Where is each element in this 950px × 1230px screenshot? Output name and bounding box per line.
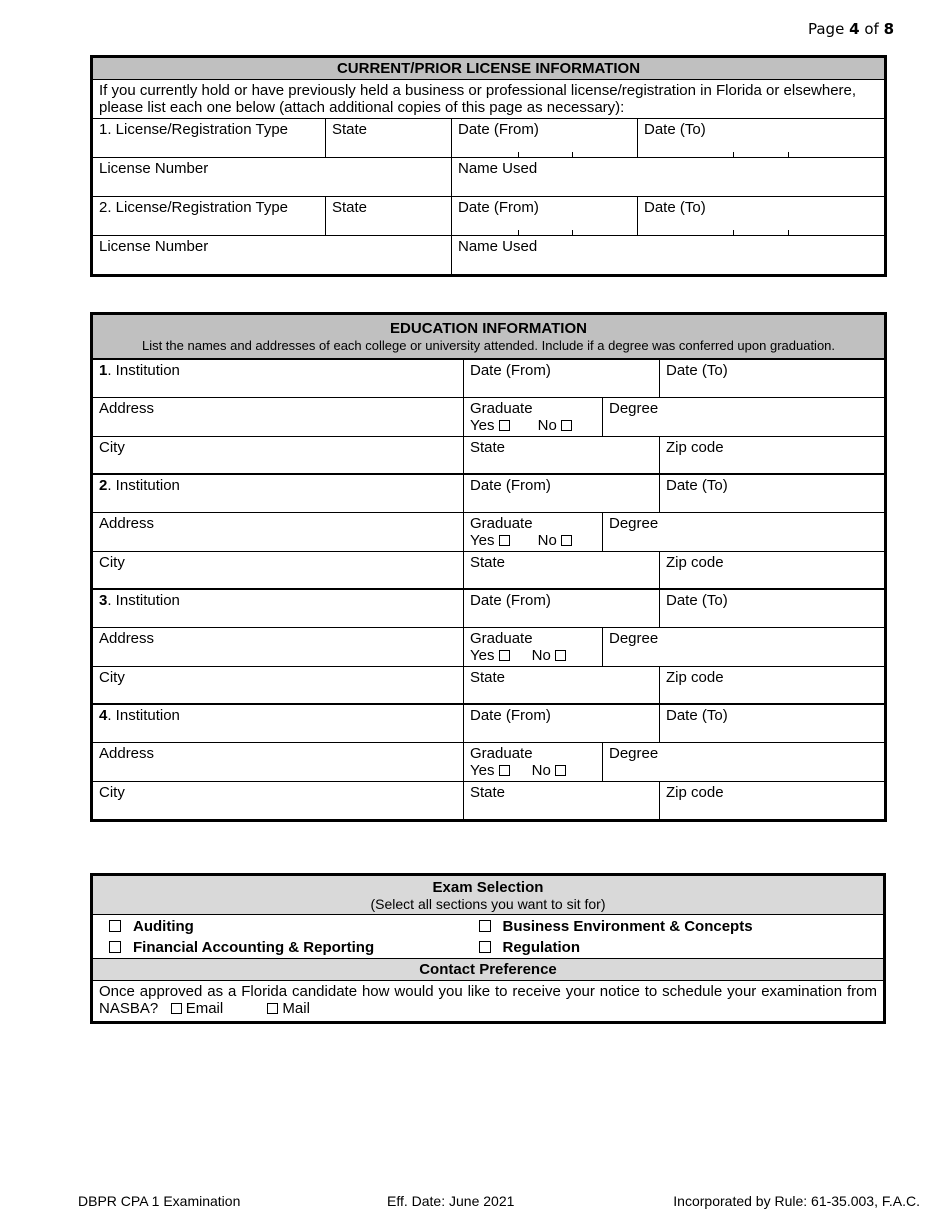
education-table [92, 314, 885, 820]
license-type-field[interactable]: 1. License/Registration Type [93, 119, 326, 158]
edu-date-to-field[interactable]: Date (To) [660, 359, 885, 397]
footer-rule: Incorporated by Rule: 61-35.003, F.A.C. [673, 1193, 920, 1209]
entry-number: 4 [99, 707, 108, 724]
zip-code-field[interactable]: Zip code [660, 666, 885, 704]
checkbox-icon[interactable] [561, 535, 572, 546]
address-field[interactable]: Address [93, 742, 464, 781]
degree-field[interactable]: Degree [603, 512, 885, 551]
license-date-to-field[interactable]: Date (To) [638, 197, 885, 236]
contact-title: Contact Preference [93, 959, 884, 981]
graduate-field: Graduate Yes No [464, 512, 603, 551]
contact-email-option[interactable]: Email [171, 1000, 224, 1017]
graduate-no-option[interactable]: No [532, 762, 570, 779]
license-number-field[interactable]: License Number [93, 158, 452, 197]
contact-question: Once approved as a Florida candidate how would you like to receive your notice to schedule your examination from NASBA? [99, 983, 877, 1017]
license-state-field[interactable]: State [326, 119, 452, 158]
education-header [93, 315, 885, 360]
education-entry-3 [93, 589, 885, 627]
graduate-no-option[interactable]: No [532, 647, 570, 664]
education-entry-2 [93, 474, 885, 512]
address-field[interactable]: Address [93, 397, 464, 436]
license-date-to-field[interactable]: Date (To) [638, 119, 885, 158]
graduate-yes-option[interactable]: Yes [470, 417, 514, 434]
license-date-from-field[interactable]: Date (From) [452, 197, 638, 236]
exam-option-far[interactable]: Financial Accounting & Reporting [93, 937, 465, 959]
education-entry-1 [93, 359, 885, 397]
degree-field[interactable]: Degree [603, 742, 885, 781]
exam-subtitle: (Select all sections you want to sit for) [370, 896, 606, 912]
edu-date-to-field[interactable]: Date (To) [660, 474, 885, 512]
checkbox-icon[interactable] [499, 420, 510, 431]
license-title: CURRENT/PRIOR LICENSE INFORMATION [93, 58, 885, 80]
edu-date-to-field[interactable]: Date (To) [660, 589, 885, 627]
checkbox-icon[interactable] [171, 1003, 182, 1014]
address-field[interactable]: Address [93, 627, 464, 666]
graduate-yes-option[interactable]: Yes [470, 532, 514, 549]
edu-date-from-field[interactable]: Date (From) [464, 704, 660, 742]
graduate-yes-option[interactable]: Yes [470, 762, 514, 779]
checkbox-icon[interactable] [479, 941, 491, 953]
checkbox-icon[interactable] [555, 650, 566, 661]
city-field[interactable]: City [93, 781, 464, 819]
license-row-1 [93, 119, 885, 158]
city-field[interactable]: City [93, 666, 464, 704]
contact-preference [93, 981, 884, 1022]
edu-state-field[interactable]: State [464, 666, 660, 704]
entry-number: 2 [99, 477, 108, 494]
education-subtitle: List the names and addresses of each college or university attended. Include if a degree was conferred upon graduation. [141, 338, 836, 353]
edu-date-to-field[interactable]: Date (To) [660, 704, 885, 742]
edu-date-from-field[interactable]: Date (From) [464, 589, 660, 627]
license-date-from-field[interactable]: Date (From) [452, 119, 638, 158]
zip-code-field[interactable]: Zip code [660, 436, 885, 474]
page-number: Page 4 of 8 [807, 20, 894, 38]
degree-field[interactable]: Degree [603, 627, 885, 666]
graduate-no-option[interactable]: No [538, 417, 576, 434]
edu-date-from-field[interactable]: Date (From) [464, 359, 660, 397]
license-name-used-field[interactable]: Name Used [452, 158, 885, 197]
license-state-field[interactable]: State [326, 197, 452, 236]
city-field[interactable]: City [93, 436, 464, 474]
license-table [92, 57, 885, 275]
checkbox-icon[interactable] [109, 941, 121, 953]
entry-number: 1 [99, 362, 108, 379]
page-current: 4 [849, 20, 860, 38]
institution-field[interactable]: 4. Institution [93, 704, 464, 742]
institution-field[interactable]: 3. Institution [93, 589, 464, 627]
edu-state-field[interactable]: State [464, 436, 660, 474]
exam-header [93, 876, 884, 915]
license-name-used-field[interactable]: Name Used [452, 236, 885, 275]
exam-table [92, 875, 884, 1022]
exam-option-auditing[interactable]: Auditing [93, 915, 465, 938]
checkbox-icon[interactable] [479, 920, 491, 932]
graduate-field: Graduate Yes No [464, 397, 603, 436]
checkbox-icon[interactable] [499, 535, 510, 546]
zip-code-field[interactable]: Zip code [660, 781, 885, 819]
checkbox-icon[interactable] [561, 420, 572, 431]
edu-state-field[interactable]: State [464, 781, 660, 819]
license-intro: If you currently hold or have previously held a business or professional license/registration in Florida or elsewhere, please list each one below (attach additional copies of this page as necessary): [93, 80, 885, 119]
edu-state-field[interactable]: State [464, 551, 660, 589]
city-field[interactable]: City [93, 551, 464, 589]
graduate-field: Graduate Yes No [464, 742, 603, 781]
exam-option-bec[interactable]: Business Environment & Concepts [465, 915, 884, 938]
institution-field[interactable]: 1. Institution [93, 359, 464, 397]
license-type-field[interactable]: 2. License/Registration Type [93, 197, 326, 236]
checkbox-icon[interactable] [499, 765, 510, 776]
checkbox-icon[interactable] [499, 650, 510, 661]
exam-option-regulation[interactable]: Regulation [465, 937, 884, 959]
license-number-field[interactable]: License Number [93, 236, 452, 275]
contact-mail-option[interactable]: Mail [267, 1000, 310, 1017]
graduate-field: Graduate Yes No [464, 627, 603, 666]
checkbox-icon[interactable] [109, 920, 121, 932]
education-title: EDUCATION INFORMATION [390, 320, 587, 337]
institution-field[interactable]: 2. Institution [93, 474, 464, 512]
entry-number: 3 [99, 592, 108, 609]
checkbox-icon[interactable] [267, 1003, 278, 1014]
zip-code-field[interactable]: Zip code [660, 551, 885, 589]
degree-field[interactable]: Degree [603, 397, 885, 436]
exam-title: Exam Selection [432, 879, 544, 896]
page-total: 8 [883, 20, 894, 38]
license-row-2 [93, 197, 885, 236]
footer-form-id: DBPR CPA 1 Examination [78, 1193, 241, 1209]
checkbox-icon[interactable] [555, 765, 566, 776]
education-entry-4 [93, 704, 885, 742]
edu-date-from-field[interactable]: Date (From) [464, 474, 660, 512]
graduate-yes-option[interactable]: Yes [470, 647, 514, 664]
footer-eff-date: Eff. Date: June 2021 [387, 1193, 515, 1209]
address-field[interactable]: Address [93, 512, 464, 551]
graduate-no-option[interactable]: No [538, 532, 576, 549]
